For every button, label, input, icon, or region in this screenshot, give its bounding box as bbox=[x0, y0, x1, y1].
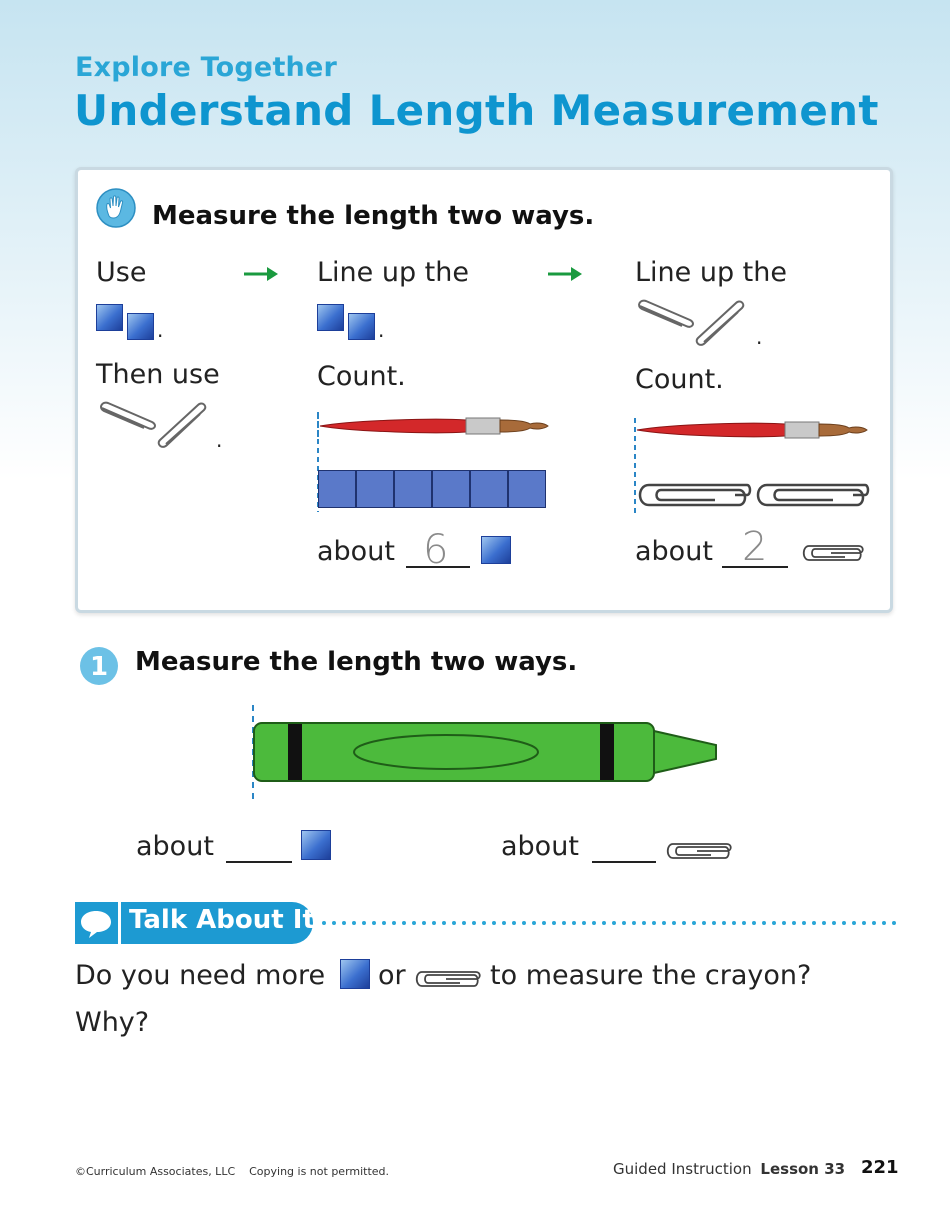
page-number: 221 bbox=[861, 1157, 899, 1178]
problem1-about-cubes: about bbox=[136, 831, 214, 862]
paper-clip-icon bbox=[640, 485, 750, 505]
col1-then-use-text: Then use bbox=[96, 359, 220, 390]
cube-icon bbox=[481, 536, 511, 564]
cube-icon bbox=[356, 470, 394, 508]
col3-line-up-text: Line up the bbox=[635, 257, 787, 288]
paper-clip-train bbox=[635, 478, 871, 512]
number-badge-icon bbox=[78, 645, 120, 687]
cube-icon bbox=[348, 313, 375, 340]
paper-clips-icon bbox=[96, 400, 222, 452]
talk-question-why: Why? bbox=[75, 1007, 150, 1038]
cube-icon bbox=[470, 470, 508, 508]
cube-icon bbox=[96, 304, 123, 331]
cube-icon bbox=[432, 470, 470, 508]
problem1-clip-answer-blank[interactable] bbox=[592, 861, 656, 863]
speech-bubble-icon bbox=[79, 908, 113, 940]
talk-label: Talk About It bbox=[129, 905, 315, 935]
col2-about-text: about bbox=[317, 536, 395, 567]
arrow-right-icon bbox=[547, 265, 583, 283]
col2-answer: 6 bbox=[423, 527, 449, 573]
paper-clip-icon bbox=[665, 841, 735, 861]
cube-icon bbox=[301, 830, 331, 860]
copyright-notice: ©Curriculum Associates, LLC Copying is not permitted. bbox=[75, 1165, 390, 1178]
col2-count-text: Count. bbox=[317, 361, 406, 392]
col2-period: . bbox=[378, 318, 385, 342]
problem-number: 1 bbox=[89, 652, 109, 682]
problem1-about-clips: about bbox=[501, 831, 579, 862]
problem1-heading: Measure the length two ways. bbox=[135, 647, 578, 677]
col3-answer: 2 bbox=[742, 524, 768, 570]
section-kicker: Explore Together bbox=[75, 52, 337, 83]
col3-period: . bbox=[756, 325, 763, 349]
col3-count-text: Count. bbox=[635, 364, 724, 395]
paintbrush-icon bbox=[633, 416, 871, 444]
talk-divider bbox=[118, 902, 121, 944]
cube-icon bbox=[340, 959, 370, 989]
col3-about-text: about bbox=[635, 536, 713, 567]
paper-clip-icon bbox=[801, 543, 867, 563]
arrow-right-icon bbox=[243, 265, 279, 283]
cube-icon bbox=[508, 470, 546, 508]
hand-icon bbox=[96, 188, 136, 228]
paper-clip-icon bbox=[758, 485, 868, 505]
col1-period-2: . bbox=[216, 428, 223, 452]
crayon-icon bbox=[250, 705, 720, 799]
footer-section bbox=[613, 1160, 845, 1178]
paper-clips-icon bbox=[634, 298, 763, 350]
cube-icon bbox=[317, 304, 344, 331]
col1-use-text: Use bbox=[96, 257, 147, 288]
cube-icon bbox=[127, 313, 154, 340]
cube-icon bbox=[318, 470, 356, 508]
talk-question-or: or bbox=[378, 960, 406, 991]
dotted-rule bbox=[320, 918, 900, 928]
col1-period: . bbox=[157, 318, 164, 342]
col2-line-up-text: Line up the bbox=[317, 257, 469, 288]
paintbrush-icon bbox=[316, 412, 552, 440]
footer-section-label: Guided Instruction bbox=[613, 1160, 752, 1178]
talk-question-part1: Do you need more bbox=[75, 960, 326, 991]
footer-lesson: Lesson 33 bbox=[760, 1160, 846, 1178]
example-heading: Measure the length two ways. bbox=[152, 201, 595, 231]
talk-question-part2: to measure the crayon? bbox=[490, 960, 812, 991]
page-title: Understand Length Measurement bbox=[74, 86, 879, 135]
paper-clip-icon bbox=[414, 969, 484, 989]
cube-train bbox=[318, 470, 546, 508]
problem1-cube-answer-blank[interactable] bbox=[226, 861, 292, 863]
cube-icon bbox=[394, 470, 432, 508]
